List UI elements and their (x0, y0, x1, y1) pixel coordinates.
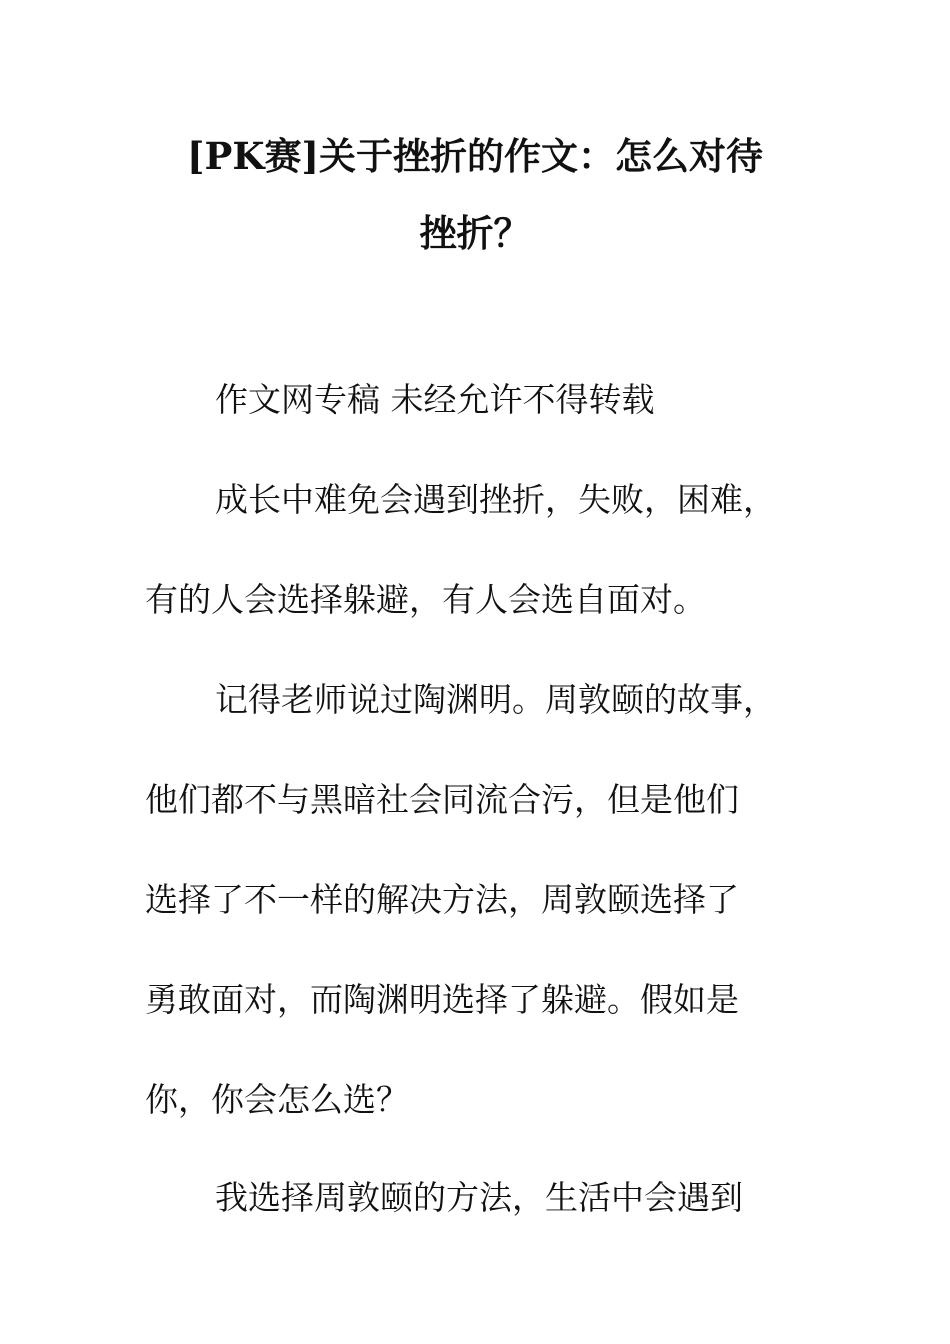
title-line-1: [PK赛]关于挫折的作文：怎么对待 (187, 134, 763, 178)
body-line: 成长中难免会遇到挫折，失败，困难， (215, 480, 776, 519)
body-line: 你，你会怎么选？ (145, 1080, 409, 1119)
body-line: 我选择周敦颐的方法，生活中会遇到 (215, 1178, 743, 1217)
body-line: 记得老师说过陶渊明。周敦颐的故事， (215, 680, 776, 719)
body-line: 有的人会选择躲避，有人会选自面对。 (145, 580, 706, 619)
body-line: 勇敢面对，而陶渊明选择了躲避。假如是 (145, 980, 739, 1019)
title-line-2: 挫折？ (419, 211, 531, 255)
body-line: 他们都不与黑暗社会同流合污，但是他们 (145, 780, 739, 819)
document-title (140, 118, 810, 272)
body-line: 选择了不一样的解决方法，周敦颐选择了 (145, 880, 739, 919)
byline-notice: 作文网专稿 未经允许不得转载 (215, 380, 655, 419)
